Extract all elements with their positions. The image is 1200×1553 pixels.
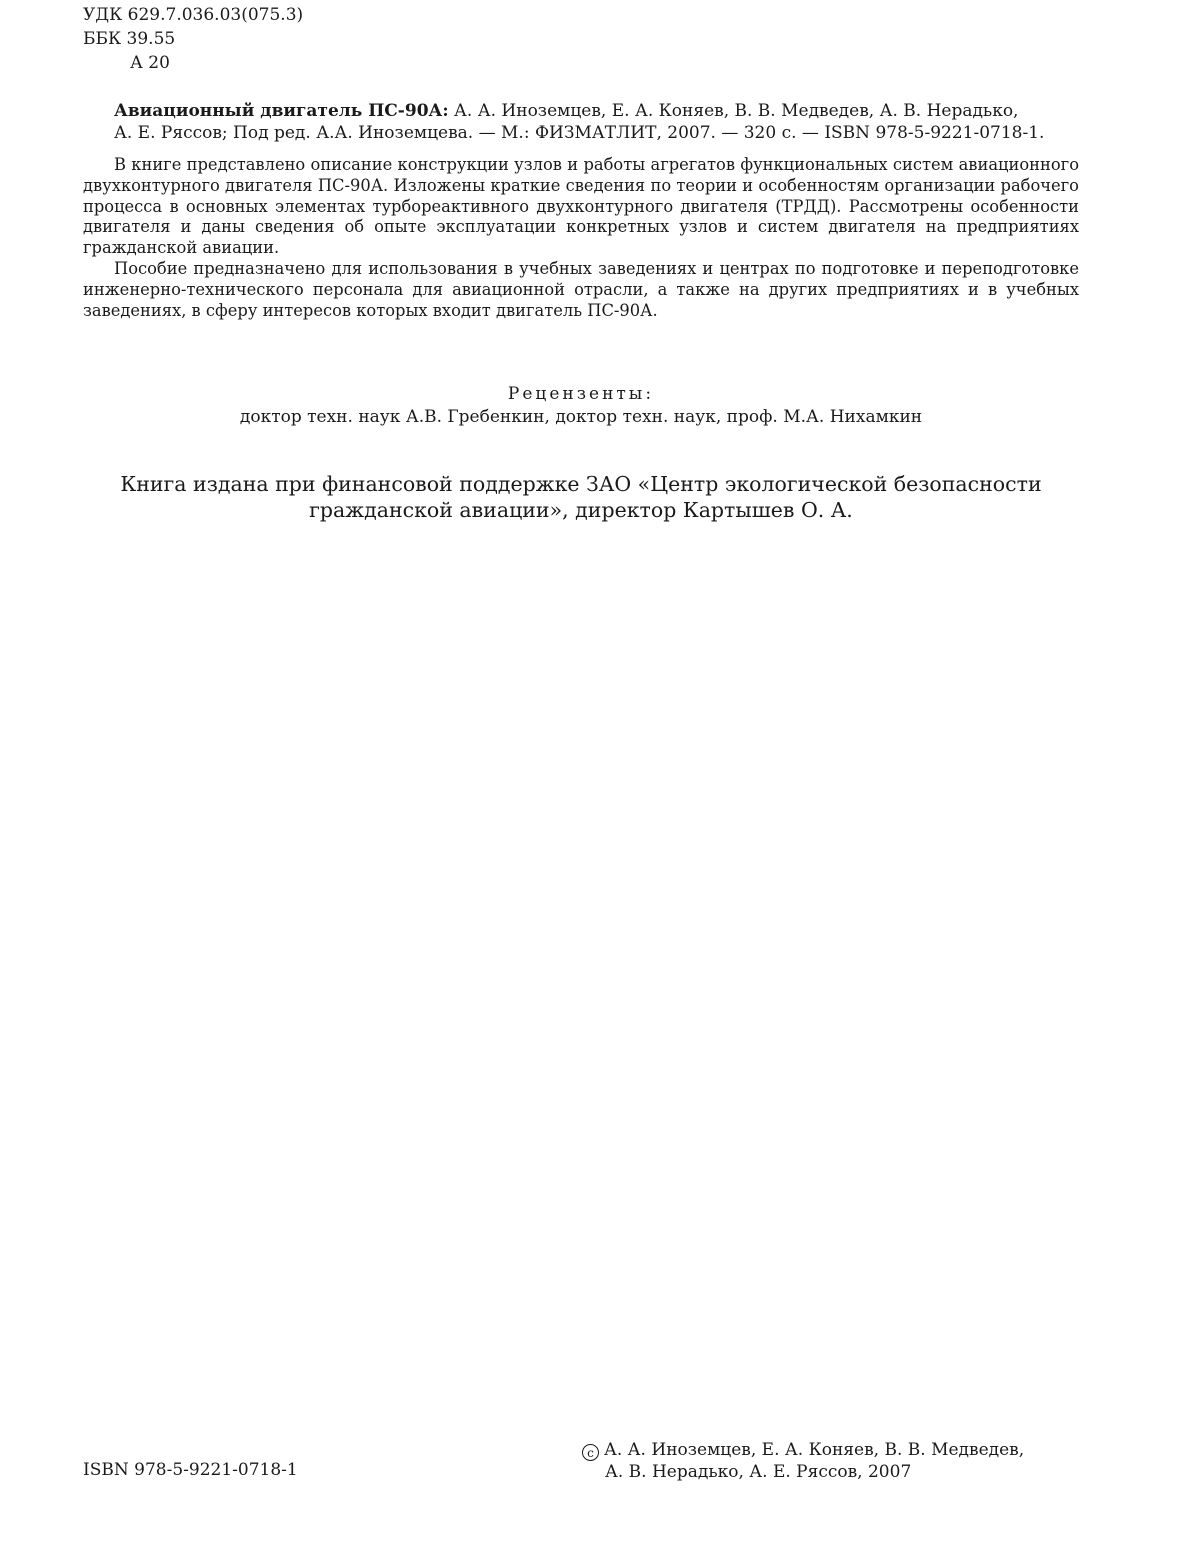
- isbn-footer: ISBN 978-5-9221-0718-1: [83, 1460, 298, 1480]
- abstract: [83, 155, 1079, 321]
- copyright-icon: c: [582, 1444, 599, 1461]
- funding-line-1: Книга издана при финансовой поддержке ЗАО «Центр экологической безопасности: [120, 472, 1042, 496]
- abstract-paragraph-1: В книге представлено описание конструкции узлов и работы агрегатов функциональных систем авиационного двухконтурного двигателя ПС-90А. Изложены краткие сведения по теории и особенностям организации рабочего процесса в основных элементах турбореактивного двухконтурного двигателя (ТРДД). Рассмотрены особенности двигателя и даны сведения об опыте эксплуатации конкретных узлов и систем двигателя на предприятиях гражданской авиации.: [83, 155, 1079, 258]
- book-title: Авиационный двигатель ПС-90А:: [114, 101, 449, 121]
- reviewers-section: [83, 383, 1079, 429]
- author-mark: А 20: [130, 53, 170, 73]
- copyright-notice: [582, 1439, 1024, 1483]
- funding-line-2: гражданской авиации», директор Картышев О. А.: [309, 498, 853, 522]
- reviewers-title: Рецензенты:: [507, 384, 655, 404]
- authors-list: А. А. Иноземцев, Е. А. Коняев, В. В. Медведев, А. В. Нерадько,: [448, 101, 1019, 121]
- udk-code: УДК 629.7.036.03(075.3): [83, 5, 304, 25]
- classification-block: [83, 3, 303, 75]
- citation-line-1: [83, 100, 1083, 122]
- citation-line-2: А. Е. Ряссов; Под ред. А.А. Иноземцева. — М.: ФИЗМАТЛИТ, 2007. — 320 с. — ISBN 978-5-9221-0718-1.: [114, 123, 1045, 143]
- funding-note: [83, 471, 1079, 523]
- copyright-holders-1: А. А. Иноземцев, Е. А. Коняев, В. В. Медведев,: [604, 1440, 1025, 1460]
- abstract-paragraph-2: Пособие предназначено для использования в учебных заведениях и центрах по подготовке и переподготовке инженерно-технического персонала для авиационной отрасли, а также на других предприятиях и в учебных заведениях, в сферу интересов которых входит двигатель ПС-90А.: [83, 258, 1079, 320]
- copyright-line-2: А. В. Нерадько, А. Е. Ряссов, 2007: [605, 1462, 912, 1482]
- bibliographic-citation: [83, 100, 1083, 144]
- bbk-code: ББК 39.55: [83, 29, 176, 49]
- copyright-line-1: [582, 1439, 1024, 1461]
- reviewers-names: доктор техн. наук А.В. Гребенкин, доктор техн. наук, проф. М.А. Нихамкин: [239, 407, 923, 427]
